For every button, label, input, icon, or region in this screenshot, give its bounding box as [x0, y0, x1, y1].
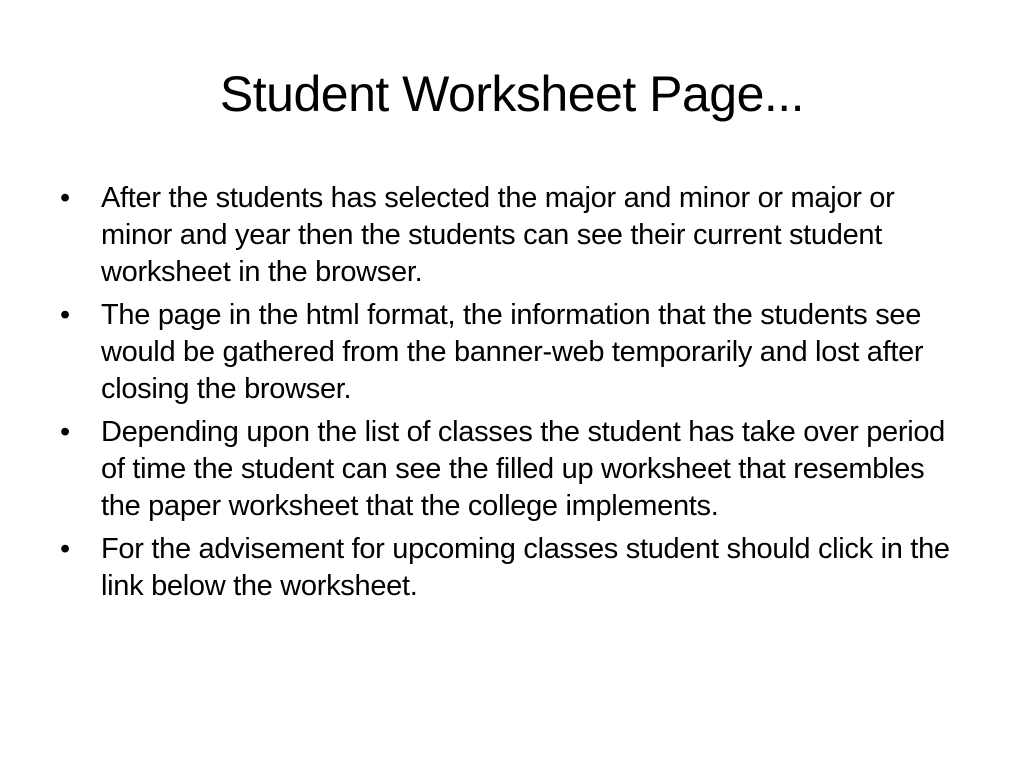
bullet-item — [60, 297, 970, 408]
bullet-text: After the students has selected the major and minor or major or minor and year then the students can see their current student worksheet in the browser. — [101, 182, 895, 288]
slide-title: Student Worksheet Page... — [219, 66, 805, 122]
bullet-icon: • — [60, 182, 70, 214]
bullet-icon: • — [60, 299, 70, 331]
bullet-icon: • — [60, 416, 70, 448]
bullet-item — [60, 414, 970, 525]
bullet-list — [60, 180, 970, 611]
bullet-item — [60, 531, 970, 605]
bullet-icon: • — [60, 533, 70, 565]
bullet-item — [60, 180, 970, 291]
bullet-text: The page in the html format, the information that the students see would be gathered from the banner-web temporarily and lost after closing the browser. — [101, 299, 924, 405]
bullet-text: For the advisement for upcoming classes student should click in the link below the worksheet. — [101, 533, 950, 602]
bullet-text: Depending upon the list of classes the student has take over period of time the student can see the filled up worksheet that resembles the paper worksheet that the college implements. — [101, 416, 946, 522]
